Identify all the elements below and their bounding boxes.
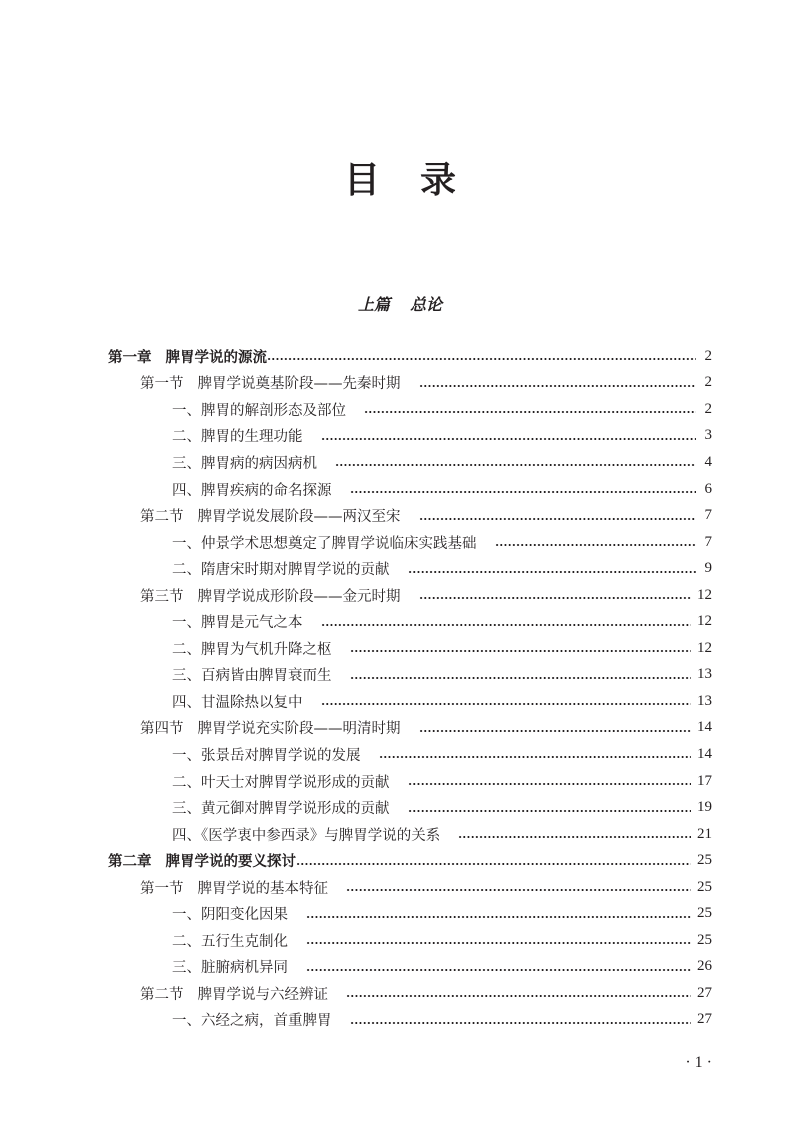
page-title — [0, 152, 800, 203]
entry-page: 12 — [697, 586, 712, 603]
entry-title: 二、隋唐宋时期对脾胃学说的贡献 — [172, 562, 390, 579]
toc-item[interactable] — [108, 608, 712, 635]
toc-item[interactable] — [108, 821, 712, 848]
entry-title: 三、黄元御对脾胃学说形成的贡献 — [172, 801, 390, 818]
toc-section[interactable] — [108, 502, 712, 529]
dot-leader — [335, 463, 696, 467]
part-label: 上篇 — [357, 295, 390, 314]
part-heading — [0, 292, 800, 315]
toc-item[interactable] — [108, 396, 712, 423]
entry-title: 脾胃学说的基本特征 — [197, 880, 328, 897]
entry-title: 四、甘温除热以复中 — [172, 694, 303, 711]
dot-leader — [350, 676, 692, 680]
entry-page: 25 — [697, 905, 712, 922]
entry-number: 第一节 — [140, 376, 184, 393]
entry-number: 第二章 — [108, 853, 152, 871]
dot-leader — [458, 835, 691, 839]
title-char: 录 — [420, 159, 497, 201]
dot-leader — [350, 649, 692, 653]
entry-title: 二、脾胃的生理功能 — [172, 429, 303, 446]
toc-chapter[interactable] — [108, 343, 712, 370]
entry-page: 2 — [704, 374, 712, 391]
entry-title: 四、《医学衷中参西录》与脾胃学说的关系 — [172, 827, 441, 844]
toc-item[interactable] — [108, 476, 712, 503]
toc-item[interactable] — [108, 423, 712, 450]
entry-page: 9 — [704, 560, 712, 577]
entry-title: 脾胃学说成形阶段——金元时期 — [197, 588, 401, 605]
toc-item[interactable] — [108, 635, 712, 662]
toc-item[interactable] — [108, 741, 712, 768]
toc-item[interactable] — [108, 768, 712, 795]
toc-section[interactable] — [108, 980, 712, 1007]
toc-section[interactable] — [108, 370, 712, 397]
entry-title: 一、脾胃是元气之本 — [172, 615, 303, 632]
entry-title: 脾胃学说发展阶段——两汉至宋 — [197, 509, 401, 526]
entry-number: 第一章 — [108, 348, 152, 366]
entry-number: 第一节 — [140, 880, 184, 897]
part-title: 总论 — [410, 295, 443, 314]
entry-page: 25 — [697, 931, 712, 948]
entry-page: 13 — [697, 692, 712, 709]
dot-leader — [321, 623, 692, 627]
entry-title: 四、脾胃疾病的命名探源 — [172, 482, 332, 499]
toc-item[interactable] — [108, 1007, 712, 1034]
toc-item[interactable] — [108, 449, 712, 476]
dot-leader — [419, 596, 692, 600]
entry-page: 7 — [704, 533, 712, 550]
entry-title: 三、脏腑病机异同 — [172, 960, 288, 977]
toc-chapter[interactable] — [108, 847, 712, 874]
page-number: · 1 · — [685, 1054, 712, 1071]
entry-page: 12 — [697, 613, 712, 630]
dot-leader — [306, 941, 691, 945]
toc-section[interactable] — [108, 582, 712, 609]
dot-leader — [321, 702, 692, 706]
entry-title: 一、仲景学术思想奠定了脾胃学说临床实践基础 — [172, 535, 477, 552]
dot-leader — [346, 994, 691, 998]
dot-leader — [296, 862, 691, 866]
dot-leader — [419, 729, 692, 733]
toc-item[interactable] — [108, 688, 712, 715]
dot-leader — [321, 437, 697, 441]
entry-title: 一、脾胃的解剖形态及部位 — [172, 402, 346, 419]
entry-title: 脾胃学说的源流 — [165, 348, 267, 366]
toc-item[interactable] — [108, 529, 712, 556]
entry-page: 7 — [704, 507, 712, 524]
entry-page: 25 — [697, 878, 712, 895]
entry-page: 6 — [704, 480, 712, 497]
entry-title: 三、脾胃病的病因病机 — [172, 455, 317, 472]
entry-page: 19 — [697, 799, 712, 816]
entry-title: 脾胃学说与六经辨证 — [197, 986, 328, 1003]
dot-leader — [306, 915, 691, 919]
toc-item[interactable] — [108, 662, 712, 689]
entry-page: 13 — [697, 666, 712, 683]
entry-page: 2 — [704, 347, 712, 364]
table-of-contents — [108, 343, 712, 1033]
entry-number: 第二节 — [140, 509, 184, 526]
entry-title: 一、张景岳对脾胃学说的发展 — [172, 747, 361, 764]
entry-page: 3 — [704, 427, 712, 444]
entry-page: 26 — [697, 958, 712, 975]
dot-leader — [364, 410, 696, 414]
entry-number: 第二节 — [140, 986, 184, 1003]
dot-leader — [408, 809, 692, 813]
entry-number: 第四节 — [140, 721, 184, 738]
toc-item[interactable] — [108, 555, 712, 582]
dot-leader — [408, 570, 697, 574]
entry-page: 25 — [697, 852, 712, 869]
entry-title: 二、叶天士对脾胃学说形成的贡献 — [172, 774, 390, 791]
dot-leader — [306, 968, 691, 972]
entry-title: 一、六经之病，首重脾胃 — [172, 1013, 332, 1030]
toc-item[interactable] — [108, 927, 712, 954]
dot-leader — [408, 782, 692, 786]
dot-leader — [379, 755, 692, 759]
dot-leader — [419, 517, 697, 521]
entry-title: 脾胃学说充实阶段——明清时期 — [197, 721, 401, 738]
dot-leader — [267, 357, 696, 361]
entry-title: 二、五行生克制化 — [172, 933, 288, 950]
toc-section[interactable] — [108, 715, 712, 742]
toc-item[interactable] — [108, 794, 712, 821]
entry-page: 12 — [697, 639, 712, 656]
entry-page: 2 — [704, 400, 712, 417]
toc-item[interactable] — [108, 900, 712, 927]
dot-leader — [495, 543, 697, 547]
entry-page: 27 — [697, 1011, 712, 1028]
toc-section[interactable] — [108, 874, 712, 901]
entry-page: 14 — [697, 719, 712, 736]
entry-page: 4 — [704, 453, 712, 470]
dot-leader — [419, 384, 697, 388]
entry-title: 三、百病皆由脾胃衰而生 — [172, 668, 332, 685]
dot-leader — [350, 1021, 692, 1025]
entry-page: 17 — [697, 772, 712, 789]
entry-page: 27 — [697, 984, 712, 1001]
dot-leader — [346, 888, 691, 892]
entry-title: 一、阴阳变化因果 — [172, 907, 288, 924]
dot-leader — [350, 490, 697, 494]
entry-title: 二、脾胃为气机升降之枢 — [172, 641, 332, 658]
entry-title: 脾胃学说的要义探讨 — [165, 853, 296, 871]
entry-page: 21 — [697, 825, 712, 842]
title-char: 目 — [343, 159, 420, 201]
entry-title: 脾胃学说奠基阶段——先秦时期 — [197, 376, 401, 393]
entry-page: 14 — [697, 745, 712, 762]
entry-number: 第三节 — [140, 588, 184, 605]
toc-item[interactable] — [108, 954, 712, 981]
